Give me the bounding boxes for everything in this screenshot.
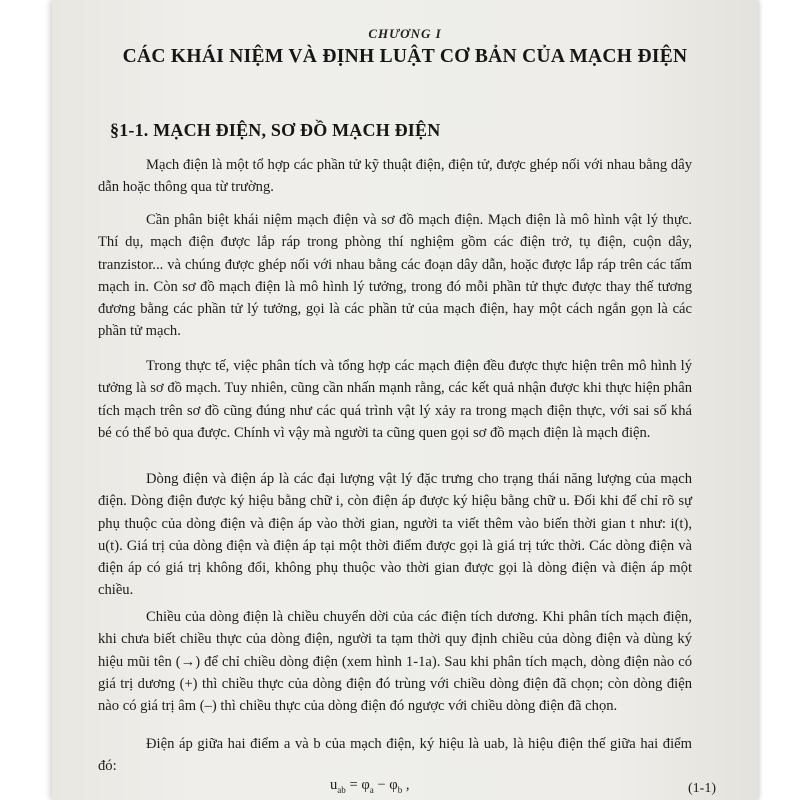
- formula-b-sub: b: [397, 784, 403, 795]
- chapter-title: CÁC KHÁI NIỆM VÀ ĐỊNH LUẬT CƠ BẢN CỦA MẠCH ĐIỆN: [122, 46, 688, 67]
- paragraph-text: Dòng điện và điện áp là các đại lượng vật lý đặc trưng cho trạng thái năng lượng của mạch điện. Dòng điện được ký hiệu bằng chữ i, còn điện áp được ký hiệu bằng chữ u. Đối khi để chỉ rõ sự phụ thuộc của dòng điện và điện áp vào thời gian, người ta viết thêm vào biến thời gian t như: i(t), u(t). Giá trị của dòng điện và điện áp tại một thời điểm được gọi là giá trị tức thời. Các dòng điện và điện áp có giá trị không đổi, không phụ thuộc vào thời gian được gọi là dòng điện và điện áp một chiều.: [98, 471, 692, 599]
- paragraph-5: [98, 606, 692, 717]
- formula-lhs: u: [330, 777, 338, 793]
- formula-eq: = φ: [345, 777, 370, 793]
- chapter-label: CHƯƠNG I: [368, 26, 442, 41]
- paragraph-text: Trong thực tế, việc phân tích và tổng hợp các mạch điện đều được thực hiện trên mô hình lý tưởng là sơ đồ mạch. Tuy nhiên, cũng cần nhấn mạnh rằng, các kết quả nhận được khi thực hiện phân tích mạch trên sơ đồ cũng đúng như các quá trình vật lý xảy ra trong mạch điện thực, với sai số khá bé có thể bỏ qua được. Chính vì vậy mà người ta cũng quen gọi sơ đồ mạch điện là mạch điện.: [98, 358, 692, 441]
- paragraph-2: [98, 209, 692, 343]
- paragraph-1: [98, 154, 692, 199]
- formula-minus: − φ: [373, 777, 398, 793]
- book-page: [52, 0, 758, 800]
- paragraph-4: [98, 468, 692, 602]
- formula-tail: ,: [402, 777, 410, 793]
- paragraph-text: Điện áp giữa hai điểm a và b của mạch điện, ký hiệu là uab, là hiệu điện thế giữa hai điểm đó:: [98, 736, 692, 775]
- formula-1-1: [330, 777, 410, 795]
- paragraph-text: Mạch điện là một tổ hợp các phần tử kỹ thuật điện, điện tử, được ghép nối với nhau bằng dây dẫn hoặc thông qua từ trường.: [98, 157, 692, 196]
- section-title: §1-1. MẠCH ĐIỆN, SƠ ĐỒ MẠCH ĐIỆN: [110, 120, 441, 140]
- paragraph-3: [98, 355, 692, 444]
- formula-a-sub: a: [369, 784, 374, 795]
- paragraph-text: Cần phân biệt khái niệm mạch điện và sơ đồ mạch điện. Mạch điện là mô hình vật lý thực. Thí dụ, mạch điện được lắp ráp trong phòng thí nghiệm gồm các điện trở, tụ điện, cuộn dây, tranzistor... và chúng được ghép nối với nhau bằng các đoạn dây dẫn, hoặc được lắp ráp trên các tấm mạch in. Còn sơ đồ mạch điện là mô hình lý tưởng, trong đó mỗi phần tử thực được thay thế tương đương bằng các phần tử lý tưởng, gọi là các phần tử của mạch điện, hay một cách ngắn gọn là các phần tử mạch.: [98, 212, 692, 340]
- formula-number: (1-1): [688, 781, 716, 796]
- formula-lhs-sub: ab: [337, 784, 346, 795]
- paragraph-6: [98, 733, 692, 778]
- paragraph-text: Chiều của dòng điện là chiều chuyển dời của các điện tích dương. Khi phân tích mạch điện, khi chưa biết chiều thực của dòng điện, người ta tạm thời quy định chiều của dòng điện và dùng ký hiệu mũi tên (→) để chỉ chiều dòng điện (xem hình 1-1a). Sau khi phân tích mạch, dòng điện nào có giá trị dương (+) thì chiều thực của dòng điện đó trùng với chiều dòng điện đã chọn; còn dòng điện nào có giá trị âm (–) thì chiều thực của dòng điện đó ngược với chiều dòng điện đã chọn.: [98, 609, 692, 715]
